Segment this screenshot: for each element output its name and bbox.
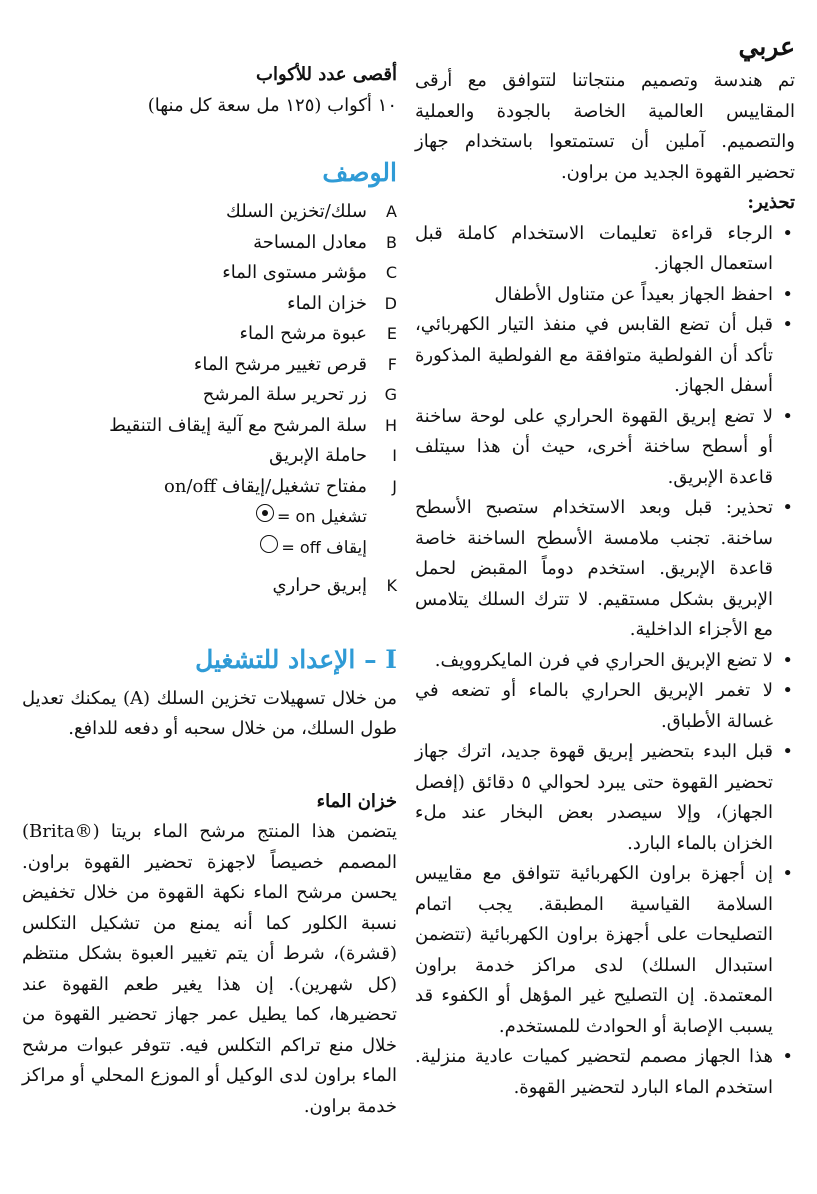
part-label: زر تحرير سلة المرشح	[202, 384, 367, 405]
max-cups-title: أقصى عدد للأكواب	[256, 64, 397, 85]
switch-off-word: إيقاف	[326, 537, 367, 558]
part-item	[22, 411, 397, 442]
switch-off-row	[22, 533, 397, 564]
water-tank-text: يتضمن هذا المنتج مرشح الماء بريتا (®Brita) المصمم خصيصاً لاجهزة تحضير القهوة براون. يحسن مرشح الماء نكهة القهوة من خلال تخفيض نسبة الكلور كما أنه يمنع من تشكيل التكلس (قشرة)، شرط أن يتم تغيير العبوة بشكل منتظم (كل شهرين). إن هذا يغير طعم القهوة عند تحضيرها، كما يطيل عمر جهاز تحضير القهوة من خلال منع تراكم التكلس فيه. تتوفر عبوات مرشح الماء براون لدى الوكيل أو الموزع المحلي أو مراكز خدمة براون.	[22, 821, 397, 1117]
power-off-icon	[260, 535, 278, 553]
part-letter: G	[384, 385, 397, 404]
part-letter: E	[386, 324, 397, 343]
part-letter: K	[386, 576, 397, 595]
part-item	[22, 380, 397, 411]
part-letter: B	[386, 232, 397, 252]
part-item	[22, 350, 397, 381]
water-tank-title: خزان الماء	[316, 790, 397, 812]
parts-list	[22, 197, 397, 602]
left-column	[22, 60, 397, 1122]
right-column	[415, 30, 795, 1103]
part-letter: F	[387, 354, 397, 374]
description-title: الوصف	[322, 158, 397, 187]
part-label: مؤشر مستوى الماء	[222, 262, 367, 283]
warning-item: • لا تغمر الإبريق الحراري بالماء أو تضعه في غسالة الأطباق.	[415, 676, 795, 737]
part-item	[22, 441, 397, 472]
warning-item: • تحذير: قبل وبعد الاستخدام ستصبح الأسطح ساخنة. تجنب ملامسة الأسطح الساخنة خاصة قاعدة الإبريق. استخدم دوماً المقبض لحمل الإبريق بشكل مستقيم. لا تترك السلك يتلامس مع الأجزاء الداخلية.	[415, 493, 795, 646]
part-label: حاملة الإبريق	[269, 445, 367, 466]
language-title: عربي	[738, 32, 795, 61]
switch-on-row	[22, 502, 397, 533]
part-label: سلك/تخزين السلك	[226, 201, 367, 222]
part-letter: J	[392, 476, 397, 496]
part-label: قرص تغيير مرشح الماء	[193, 353, 367, 375]
switch-on-word: تشغيل	[320, 507, 367, 527]
part-label: إبريق حراري	[272, 575, 367, 596]
setup-text: من خلال تسهيلات تخزين السلك (A) يمكنك تعديل طول السلك، من خلال سحبه أو دفعه للدافع.	[22, 687, 397, 739]
part-item	[22, 472, 397, 503]
part-letter: A	[386, 202, 397, 221]
part-label: معادل المساحة	[253, 231, 367, 253]
warning-item: • قبل أن تضع القابس في منفذ التيار الكهربائي، تأكد أن الفولطية متوافقة مع الفولطية المذكورة أسفل الجهاز.	[415, 310, 795, 402]
part-item	[22, 197, 397, 228]
warning-item: • هذا الجهاز مصمم لتحضير كميات عادية منزلية. استخدم الماء البارد لتحضير القهوة.	[415, 1042, 795, 1103]
switch-off-text: off =	[281, 537, 321, 557]
intro-paragraph: تم هندسة وتصميم منتجاتنا لتتوافق مع أرقى المقاييس العالمية الخاصة بالجودة والعملية والتصميم. آملين أن تستمتعوا باستخدام جهاز تحضير القهوة الجديد من براون.	[415, 70, 795, 183]
warning-item: • إن أجهزة براون الكهربائية تتوافق مع مقاييس السلامة القياسية المطبقة. يجب اتمام التصليحات على أجهزة براون الكهربائية (تتضمن استبدال السلك) لدى مراكز خدمة براون المعتمدة. إن التصليح غير المؤهل أو الكفوء قد يسبب الإصابة أو الحوادث للمستخدم.	[415, 859, 795, 1042]
part-item	[22, 289, 397, 320]
warning-item: • قبل البدء بتحضير إبريق قهوة جديد، اترك جهاز تحضير القهوة حتى يبرد لحوالي ٥ دقائق (إفصل الجهاز)، وإلا سيصدر بعض البخار عند ملء الخزان بالماء البارد.	[415, 737, 795, 859]
max-cups-text: ١٠ أكواب (١٢٥ مل سعة كل منها)	[147, 94, 397, 116]
part-letter: C	[385, 263, 397, 282]
part-label: مفتاح تشغيل/إيقاف on/off	[164, 475, 367, 497]
part-label: سلة المرشح مع آلية إيقاف التنقيط	[109, 414, 367, 436]
warning-item: • احفظ الجهاز بعيداً عن متناول الأطفال	[415, 280, 795, 311]
part-label: خزان الماء	[287, 292, 367, 314]
setup-title: I – الإعداد للتشغيل	[195, 644, 397, 674]
switch-on-text: on =	[277, 507, 316, 526]
part-letter: H	[384, 415, 397, 435]
warning-list	[415, 219, 795, 1104]
warning-item: • لا تضع الإبريق الحراري في فرن المايكروويف.	[415, 646, 795, 677]
part-item	[22, 228, 397, 259]
warning-item: • لا تضع إبريق القهوة الحراري على لوحة ساخنة أو أسطح ساخنة أخرى، حيث أن هذا سيتلف قاعدة الإبريق.	[415, 402, 795, 494]
warning-title: تحذير:	[747, 192, 795, 213]
part-label: عبوة مرشح الماء	[239, 323, 367, 344]
part-item	[22, 258, 397, 289]
part-letter: D	[384, 293, 397, 313]
part-letter: I	[392, 446, 397, 465]
part-item	[22, 571, 397, 602]
part-item	[22, 319, 397, 350]
power-on-icon	[256, 504, 274, 522]
warning-item: • الرجاء قراءة تعليمات الاستخدام كاملة قبل استعمال الجهاز.	[415, 219, 795, 280]
